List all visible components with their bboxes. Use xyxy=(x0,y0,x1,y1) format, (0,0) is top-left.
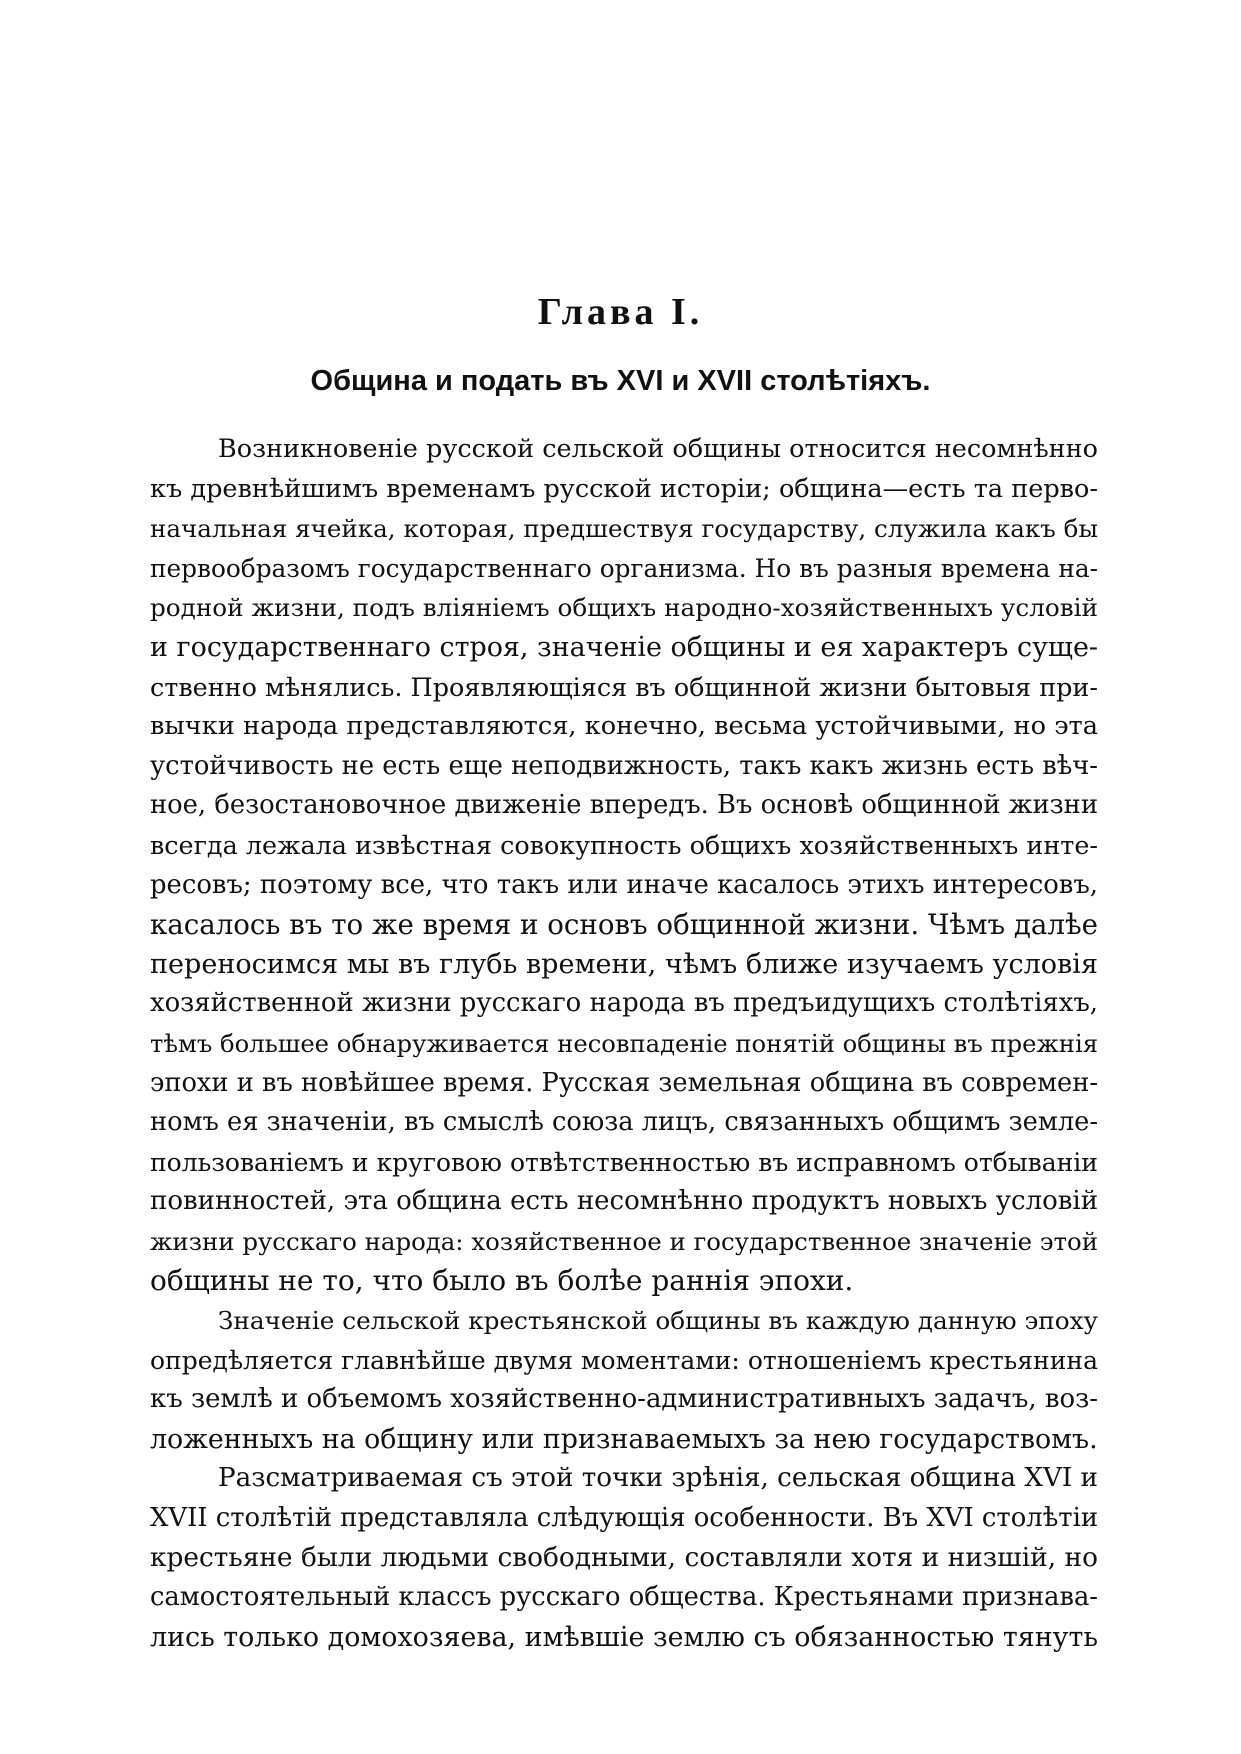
text-line: начальная ячейка, которая, предшествуя государству, служила какъ бы xyxy=(150,514,1098,544)
text-line: первообразомъ государственнаго организма. Но въ разныя времена на- xyxy=(150,553,1098,583)
text-line: самостоятельный классъ русскаго общества. Крестьянами признава- xyxy=(150,1582,1098,1613)
text-line: общины не то, что было въ болѣе раннія эпохи. xyxy=(150,1264,854,1298)
text-line: лись только домохозяева, имѣвшіе землю съ обязанностью тянуть xyxy=(150,1621,1098,1653)
text-line: къ древнѣйшимъ временамъ русской исторіи; община—есть та перво- xyxy=(150,473,1098,504)
text-line: и государственнаго строя, значеніе общины и ея характеръ суще- xyxy=(150,631,1098,663)
text-line: Разсматриваемая съ этой точки зрѣнія, сельская община XVI и xyxy=(218,1463,1098,1494)
text-line: хозяйственной жизни русскаго народа въ предъидущихъ столѣтіяхъ, xyxy=(150,988,1098,1019)
text-line: всегда лежала извѣстная совокупность общихъ хозяйственныхъ инте- xyxy=(150,829,1098,860)
text-line: номъ ея значеніи, въ смыслѣ союза лицъ, связанныхъ общимъ земле- xyxy=(150,1107,1098,1138)
text-line: ложенныхъ на общину или признаваемыхъ за нею государствомъ. xyxy=(150,1423,1098,1455)
text-line: Возникновеніе русской сельской общины относится несомнѣнно xyxy=(218,434,1098,464)
text-line: XVII столѣтій представляла слѣдующія особенности. Въ XVI столѣтіи xyxy=(150,1503,1099,1534)
text-line: эпохи и въ новѣйшее время. Русская земельная община въ современ- xyxy=(150,1067,1098,1098)
text-line: ственно мѣнялись. Проявляющіяся въ общинной жизни бытовыя при- xyxy=(150,671,1098,702)
text-line: переносимся мы въ глубь времени, чѣмъ ближе изучаемъ условія xyxy=(150,948,1098,980)
body-text xyxy=(150,430,1098,1657)
text-line: касалось въ то же время и основъ общинной жизни. Чѣмъ далѣе xyxy=(150,908,1098,942)
text-line: устойчивость не есть еще неподвижность, такъ какъ жизнь есть вѣч- xyxy=(150,750,1098,781)
chapter-title: Глава I. xyxy=(537,291,704,333)
text-line: ресовъ; поэтому все, что такъ или иначе касалось этихъ интересовъ, xyxy=(150,869,1098,900)
text-line: опредѣляется главнѣйше двумя моментами: отношеніемъ крестьянина xyxy=(150,1345,1098,1375)
text-line: пользованіемъ и круговою отвѣтственностью въ исправномъ отбываніи xyxy=(150,1147,1098,1177)
text-line: Значеніе сельской крестьянской общины въ каждую данную эпоху xyxy=(218,1306,1098,1336)
text-line: родной жизни, подъ вліяніемъ общихъ народно-хозяйственныхъ условій xyxy=(150,593,1098,623)
text-line: къ землѣ и объемомъ хозяйственно-административныхъ задачъ, воз- xyxy=(150,1384,1098,1415)
text-line: повинностей, эта община есть несомнѣнно продуктъ новыхъ условій xyxy=(150,1186,1099,1217)
text-line: жизни русскаго народа: хозяйственное и государственное значеніе этой xyxy=(150,1226,1098,1256)
chapter-subtitle: Община и подать въ XVI и XVII столѣтіяхъ. xyxy=(310,365,931,397)
text-line: тѣмъ большее обнаруживается несовпаденіе понятій общины въ прежнія xyxy=(150,1028,1098,1058)
text-line: ное, безостановочное движеніе впередъ. Въ основѣ общинной жизни xyxy=(150,790,1098,821)
text-line: крестьяне были людьми свободными, составляли хотя и низшій, но xyxy=(150,1542,1098,1573)
text-line: вычки народа представляются, конечно, весьма устойчивыми, но эта xyxy=(150,711,1098,742)
